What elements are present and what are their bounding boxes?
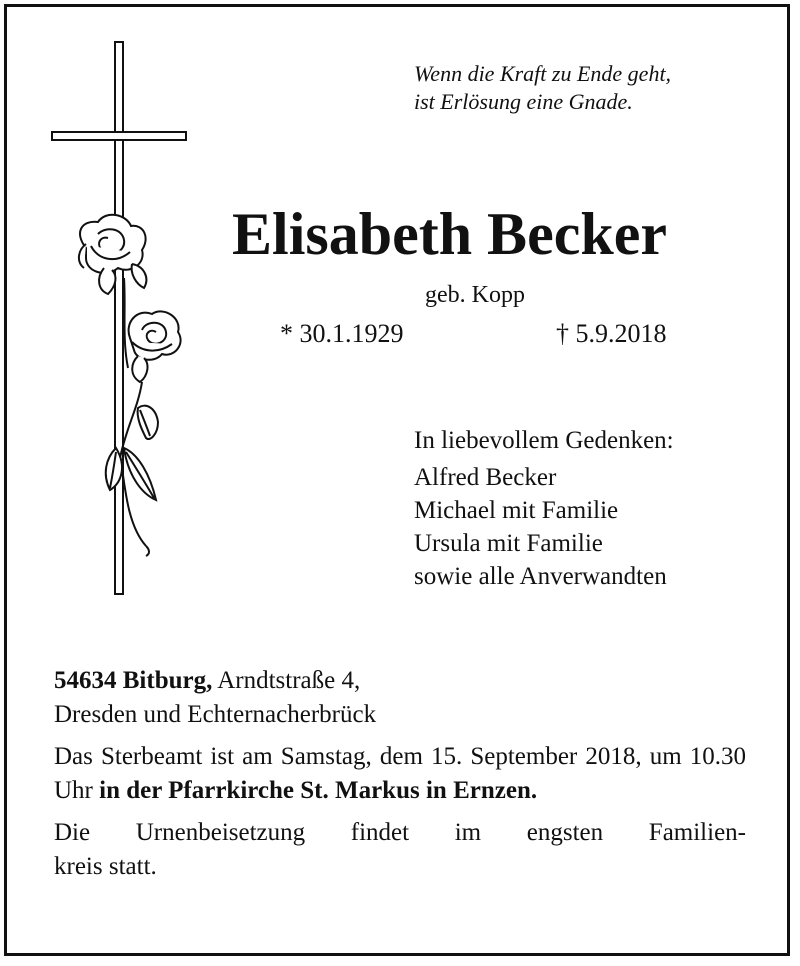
maiden-name: geb. Kopp (425, 282, 525, 308)
burial-line-2: kreis statt. (54, 853, 157, 880)
mourner-name: Alfred Becker (414, 464, 557, 491)
mourners-heading: In liebevollem Gedenken: (414, 427, 674, 454)
motto-line-2: ist Erlösung eine Gnade. (414, 89, 633, 114)
details-section (54, 664, 746, 892)
address-city: 54634 Bitburg, (54, 667, 213, 694)
death-date: † 5.9.2018 (556, 319, 667, 348)
birth-date: * 30.1.1929 (280, 319, 404, 348)
mourner-name: sowie alle Anverwandten (414, 563, 667, 590)
address-block (54, 664, 746, 732)
deceased-name: Elisabeth Becker (232, 201, 667, 267)
motto-quote (414, 60, 774, 116)
motto-line-1: Wenn die Kraft zu Ende geht, (414, 61, 672, 86)
address-street: Arndtstraße 4, (212, 667, 361, 694)
address-line-2: Dresden und Echternacherbrück (54, 701, 377, 728)
mourner-name: Michael mit Familie (414, 497, 619, 524)
service-text: Das Sterbeamt ist am Samstag, dem 15. September 2018, um 10.30 Uhr (54, 743, 746, 804)
cross-with-roses-icon (46, 38, 196, 598)
mourners-block (414, 424, 674, 593)
mourner-name: Ursula mit Familie (414, 530, 603, 557)
service-location: in der Pfarrkirche St. Markus in Ernzen. (99, 777, 538, 804)
burial-line-1: Die Urnenbeisetzung findet im engsten Familien- (54, 819, 746, 846)
service-info (54, 740, 746, 808)
burial-info (54, 816, 746, 884)
